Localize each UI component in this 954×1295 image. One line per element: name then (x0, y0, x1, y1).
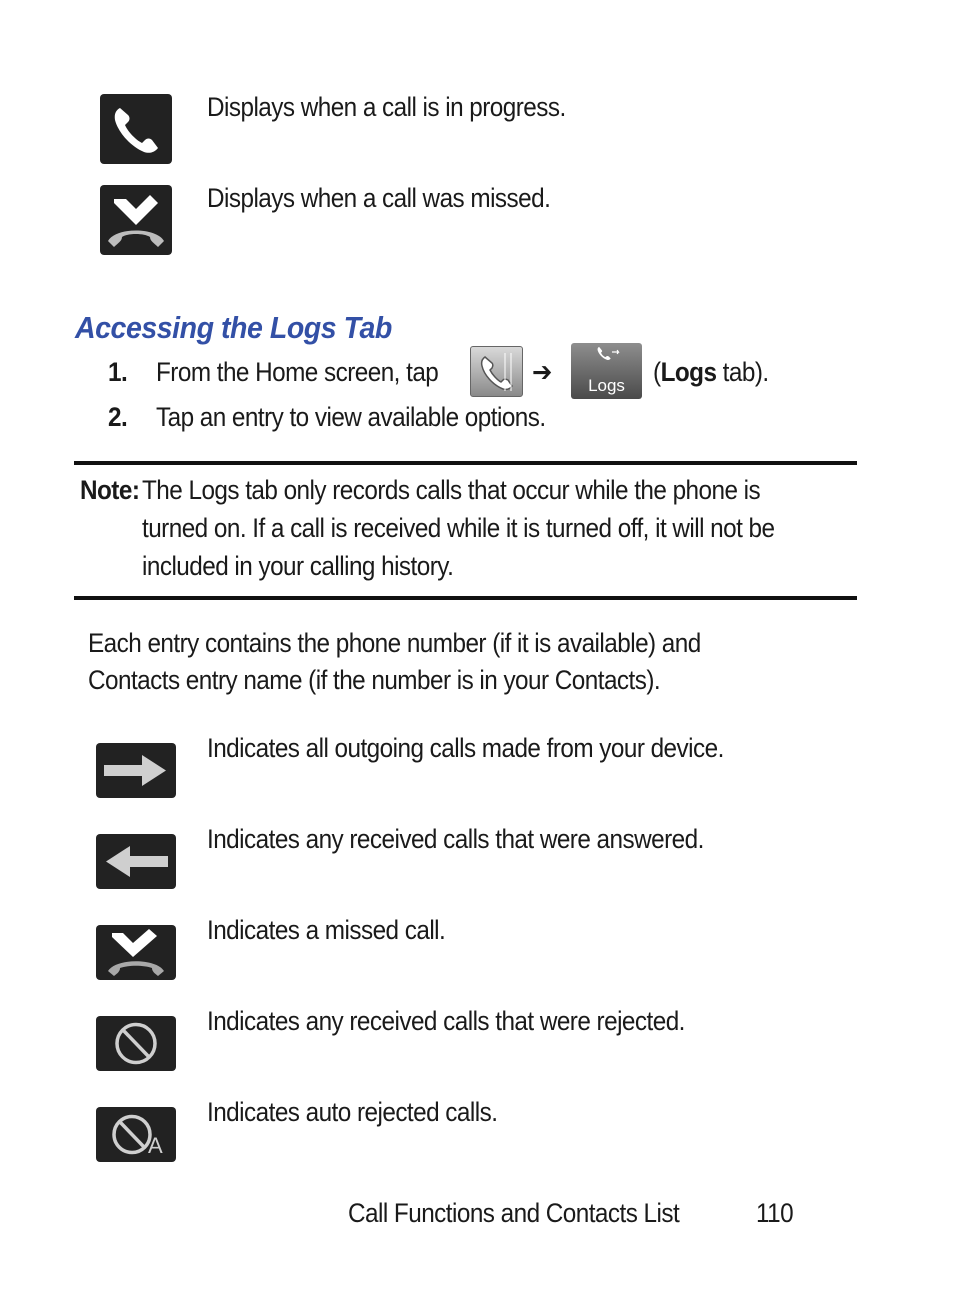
received-call-icon (96, 834, 176, 889)
note-text: turned on. If a call is received while it is turned off, it will not be (142, 513, 775, 543)
rejected-call-icon (96, 1016, 176, 1071)
phone-app-icon[interactable] (470, 346, 523, 397)
missed-call-icon (96, 925, 176, 980)
step-number: 1. (108, 357, 128, 387)
note-bottom-rule (74, 596, 857, 600)
status-description: Displays when a call is in progress. (207, 92, 566, 122)
logs-bold: Logs (660, 357, 717, 387)
note-top-rule (74, 461, 857, 465)
note-text: included in your calling history. (142, 551, 454, 581)
step-text: From the Home screen, tap (156, 357, 439, 387)
log-description: Indicates any received calls that were rejected. (207, 1006, 685, 1036)
logs-tab-icon[interactable] (571, 343, 642, 399)
step-text-suffix (653, 357, 769, 388)
note-label: Note: (80, 475, 140, 505)
phone-in-progress-icon (100, 94, 172, 164)
log-description: Indicates auto rejected calls. (207, 1097, 498, 1127)
status-description: Displays when a call was missed. (207, 183, 551, 213)
outgoing-call-icon (96, 743, 176, 798)
body-text: Contacts entry name (if the number is in your Contacts). (88, 665, 661, 695)
section-heading: Accessing the Logs Tab (75, 310, 392, 345)
logs-tab-label: Logs (588, 376, 625, 395)
auto-badge: A (148, 1133, 163, 1158)
log-description: Indicates a missed call. (207, 915, 446, 945)
step-number: 2. (108, 402, 128, 432)
log-description: Indicates any received calls that were answered. (207, 824, 704, 854)
tab-suffix: tab). (716, 357, 769, 387)
paren-open: ( (653, 357, 661, 387)
auto-rejected-call-icon (96, 1107, 176, 1162)
footer-section-title: Call Functions and Contacts List (348, 1198, 680, 1228)
step-text: Tap an entry to view available options. (156, 402, 546, 432)
note-text: The Logs tab only records calls that occur while the phone is (142, 475, 761, 505)
missed-call-icon (100, 185, 172, 255)
body-text: Each entry contains the phone number (if it is available) and (88, 628, 701, 658)
page-number: 110 (756, 1198, 794, 1228)
arrow-icon: ➔ (532, 357, 552, 387)
log-description: Indicates all outgoing calls made from your device. (207, 733, 724, 763)
